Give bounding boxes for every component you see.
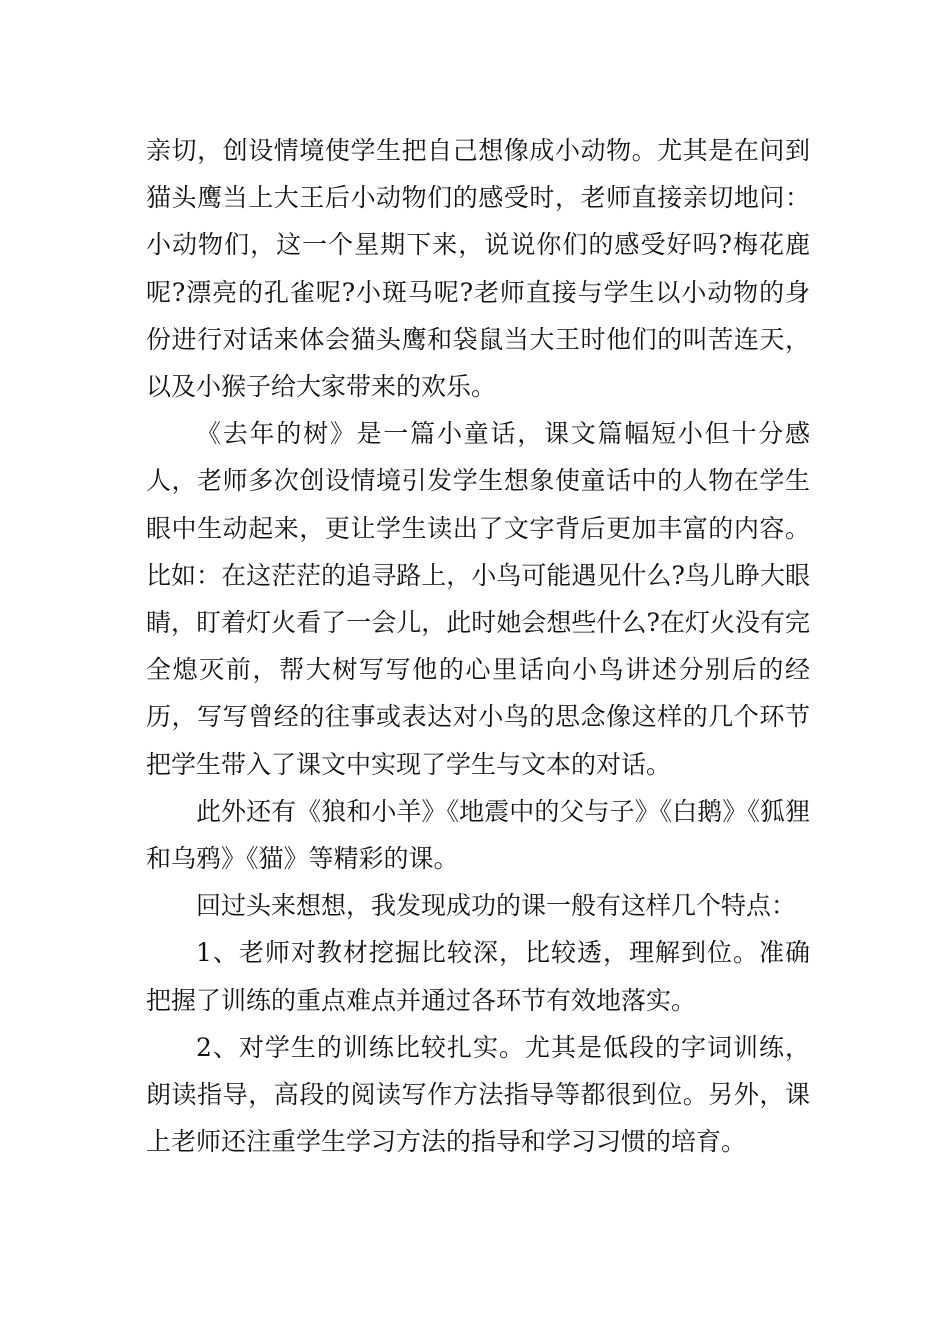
paragraph-2: 《去年的树》是一篇小童话，课文篇幅短小但十分感人，老师多次创设情境引发学生想象使童话中的人物在学生眼中生动起来，更让学生读出了文字背后更加丰富的内容。比如：在这茫茫的追寻路上，小鸟可能遇见什么?鸟儿睁大眼睛，盯着灯火看了一会儿，此时她会想些什么?在灯火没有完全熄灭前，帮大树写写他的心里话向小鸟讲述分别后的经历，写写曾经的往事或表达对小鸟的思念像这样的几个环节把学生带入了课文中实现了学生与文本的对话。 (146, 419, 810, 779)
paragraph-1: 亲切，创设情境使学生把自己想像成小动物。尤其是在问到猫头鹰当上大王后小动物们的感受时，老师直接亲切地问：小动物们，这一个星期下来，说说你们的感受好吗?梅花鹿呢?漂亮的孔雀呢?小斑马呢?老师直接与学生以小动物的身份进行对话来体会猫头鹰和袋鼠当大王时他们的叫苦连天，以及小猴子给大家带来的欢乐。 (146, 136, 810, 402)
paragraph-4: 回过头来想想，我发现成功的课一般有这样几个特点： (196, 891, 797, 921)
paragraph-6: 2、对学生的训练比较扎实。尤其是低段的字词训练，朗读指导，高段的阅读写作方法指导等都很到位。另外，课上老师还注重学生学习方法的指导和学习习惯的培育。 (146, 1032, 810, 1157)
document-body (146, 127, 810, 1165)
paragraph-5: 1、老师对教材挖掘比较深，比较透，理解到位。准确把握了训练的重点难点并通过各环节有效地落实。 (146, 938, 810, 1015)
paragraph-3: 此外还有《狼和小羊》《地震中的父与子》《白鹅》《狐狸和乌鸦》《猫》等精彩的课。 (146, 796, 810, 874)
